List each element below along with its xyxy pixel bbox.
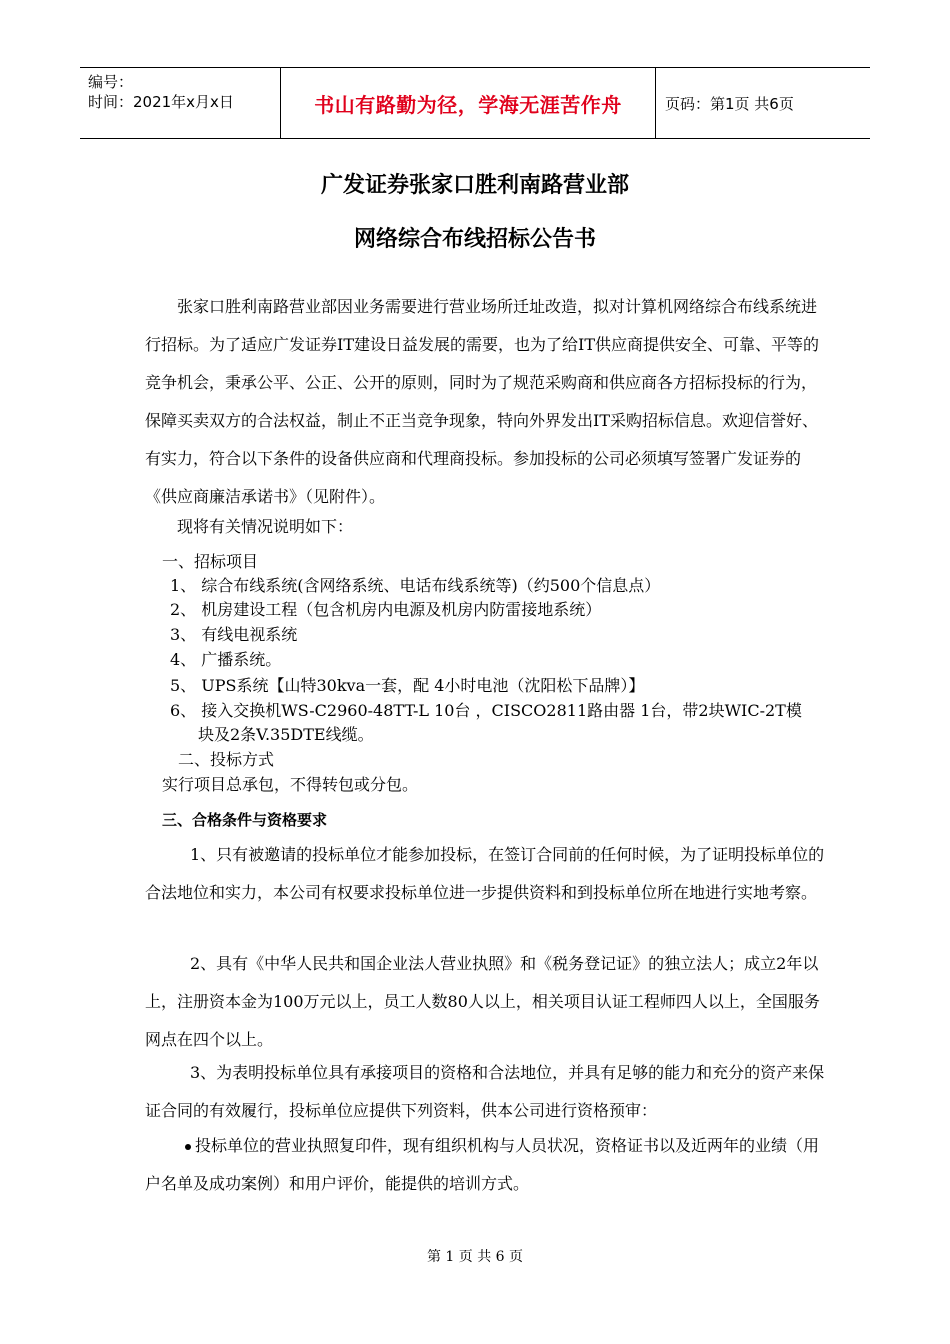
section1-item-4: 4、 广播系统。	[170, 650, 282, 669]
document-title-line2: 网络综合布线招标公告书	[353, 227, 596, 252]
section1-item-6: 6、 接入交换机WS-C2960-48TT-L 10台 ，CISCO2811路由器 1台，带2块WIC-2T模	[170, 701, 802, 720]
section3-paragraph-1: 1、只有被邀请的投标单位才能参加投标，在签订合同前的任何时候，为了证明投标单位的合法地位和实力，本公司有权要求投标单位进一步提供资料和到投标单位所在地进行实地考察。	[145, 845, 825, 902]
section1-item-3: 3、 有线电视系统	[170, 625, 298, 644]
header-motto: 书山有路勤为径，学海无涯苦作舟	[314, 92, 622, 117]
page-header	[80, 67, 870, 139]
section3-paragraph-3: 3、为表明投标单位具有承接项目的资格和合法地位，并具有足够的能力和充分的资产来保证合同的有效履行，投标单位应提供下列资料，供本公司进行资格预审：	[145, 1063, 825, 1120]
header-page-info: 页码：第1页 共6页	[665, 94, 794, 113]
header-page-cell	[655, 68, 870, 138]
section3-paragraph-2: 2、具有《中华人民共和国企业法人营业执照》和《税务登记证》的独立法人；成立2年以上，注册资本金为100万元以上，员工人数80人以上，相关项目认证工程师四人以上，全国服务网点在四个以上。	[145, 954, 820, 1049]
section1-heading: 一、招标项目	[162, 552, 259, 571]
section1-item-1: 1、 综合布线系统(含网络系统、电话布线系统等)（约500个信息点）	[170, 576, 661, 595]
header-motto-cell	[280, 68, 656, 138]
document-number-label: 编号：	[88, 73, 134, 91]
section3-heading: 三、合格条件与资格要求	[162, 811, 328, 829]
document-title-line1: 广发证券张家口胜利南路营业部	[320, 173, 629, 198]
intro-paragraph: 张家口胜利南路营业部因业务需要进行营业场所迁址改造，拟对计算机网络综合布线系统进行招标。为了适应广发证券IT建设日益发展的需要，也为了给IT供应商提供安全、可靠、平等的竞争机会，秉承公平、公正、公开的原则，同时为了规范采购商和供应商各方招标投标的行为，保障买卖双方的合法权益，制止不正当竞争现象，特向外界发出IT采购招标信息。欢迎信誉好、有实力，符合以下条件的设备供应商和代理商投标。参加投标的公司必须填写签署广发证券的《供应商廉洁承诺书》（见附件）。	[145, 297, 819, 506]
section3-bullet-item	[145, 1127, 825, 1203]
document-time-label: 时间：2021年x月x日	[88, 93, 234, 111]
intro-followup: 现将有关情况说明如下：	[177, 517, 354, 536]
header-left-cell	[80, 68, 280, 138]
page-footer: 第 1 页 共 6 页	[426, 1249, 524, 1265]
section1-item-5: 5、 UPS系统【山特30kva一套，配 4小时电池（沈阳松下品牌）】	[170, 676, 645, 695]
section2-heading: 二、投标方式	[178, 750, 275, 769]
bullet-dot-icon	[185, 1144, 191, 1150]
section1-item-2: 2、 机房建设工程（包含机房内电源及机房内防雷接地系统）	[170, 600, 602, 619]
section1-item-6-continued: 块及2条V.35DTE线缆。	[198, 725, 374, 744]
section2-body: 实行项目总承包，不得转包或分包。	[162, 775, 419, 794]
section3-bullet-text: 投标单位的营业执照复印件，现有组织机构与人员状况，资格证书以及近两年的业绩（用户名单及成功案例）和用户评价，能提供的培训方式。	[145, 1136, 820, 1193]
